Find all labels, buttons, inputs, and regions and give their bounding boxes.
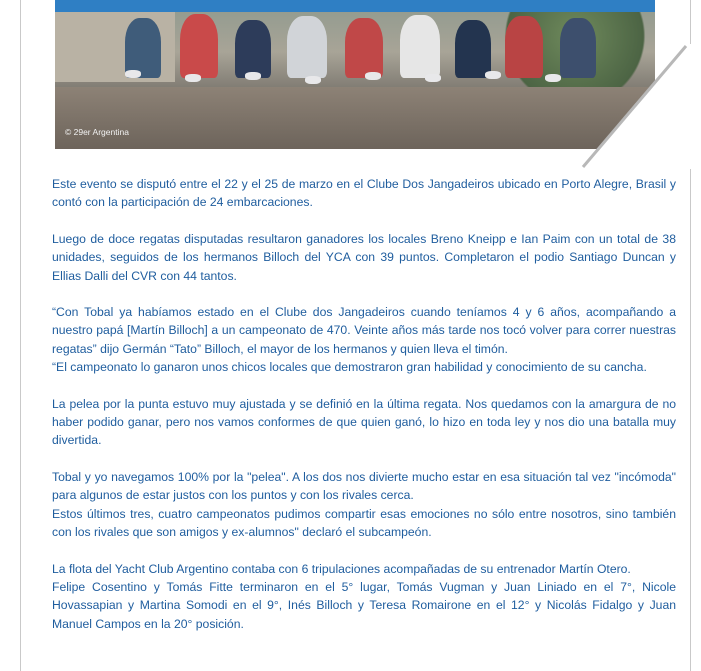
- paragraph-text: Luego de doce regatas disputadas resultaron ganadores los locales Breno Kneipp e Ian Paim con un total de 38 unidades, seguidos de los hermanos Billoch del YCA con 39 puntos. Completaron el podio Santiago Duncan y Ellias Dalli del CVR con 44 tantos.: [52, 231, 676, 283]
- article-body: [52, 175, 676, 651]
- photo-top-banner: [55, 0, 655, 12]
- page-curl-decoration: [561, 44, 701, 169]
- photo-credit: © 29er Argentina: [65, 127, 129, 137]
- paragraph-5: [52, 468, 676, 542]
- paragraph-text: Felipe Cosentino y Tomás Fitte terminaron en el 5° lugar, Tomás Vugman y Juan Liniado en el 7°, Nicole Hovassapian y Martina Somodi en el 9°, Inés Billoch y Teresa Romairone en el 12° y Nicolás Fidalgo y Juan Manuel Campos en la 20° posición.: [52, 579, 676, 631]
- paragraph-2: [52, 230, 676, 285]
- article-page: [20, 0, 691, 671]
- paragraph-text: Tobal y yo navegamos 100% por la "pelea". A los dos nos divierte mucho estar en esa situación tal vez "incómoda" para algunos de estar justos con los puntos y con los rivales cerca.: [52, 469, 676, 503]
- paragraph-text: “Con Tobal ya habíamos estado en el Clube dos Jangadeiros cuando teníamos 4 y 6 años, acompañando a nuestro papá [Martín Billoch] a un campeonato de 470. Veinte años más tarde nos tocó volver para correr nuestras regatas” dijo Germán “Tato” Billoch, el mayor de los hermanos y quien lleva el timón.: [52, 305, 676, 356]
- paragraph-text: Este evento se disputó entre el 22 y el 25 de marzo en el Clube Dos Jangadeiros ubicado en Porto Alegre, Brasil y contó con la participación de 24 embarcaciones.: [52, 177, 676, 210]
- paragraph-text: “El campeonato lo ganaron unos chicos locales que demostraron gran habilidad y conocimiento de su cancha.: [52, 360, 647, 375]
- paragraph-4: [52, 395, 676, 450]
- paragraph-3: [52, 303, 676, 377]
- paragraph-text: La flota del Yacht Club Argentino contaba con 6 tripulaciones acompañadas de su entrenador Martín Otero.: [52, 561, 631, 576]
- paragraph-6: [52, 560, 676, 634]
- paragraph-1: [52, 175, 676, 212]
- paragraph-text: La pelea por la punta estuvo muy ajustada y se definió en la última regata. Nos quedamos con la amargura de no haber podido ganar, pero nos vamos conformes de que quien ganó, lo hizo en toda ley y nos dio una batalla muy divertida.: [52, 396, 676, 448]
- paragraph-text: Estos últimos tres, cuatro campeonatos pudimos compartir esas emociones no sólo entre nosotros, sino también con los rivales que son amigos y ex-alumnos" declaró el subcampeón.: [52, 506, 676, 540]
